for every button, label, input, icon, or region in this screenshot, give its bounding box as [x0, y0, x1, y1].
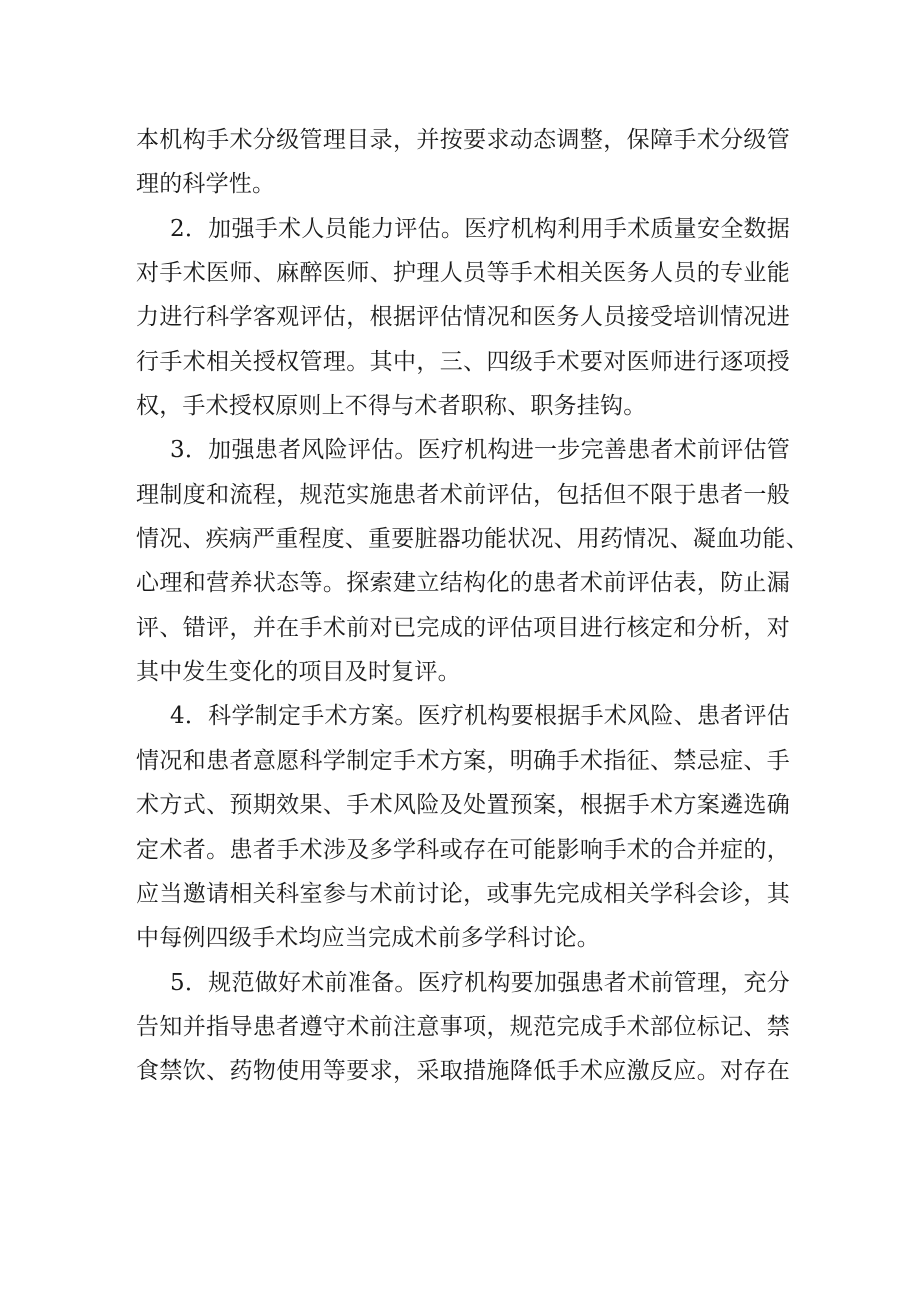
text-line: 评、错评，并在手术前对已完成的评估项目进行核定和分析，对 — [136, 614, 790, 641]
text-line: 情况和患者意愿科学制定手术方案，明确手术指征、禁忌症、手 — [136, 747, 790, 774]
document-body — [136, 118, 809, 1094]
text-line: 权，手术授权原则上不得与术者职称、职务挂钩。 — [136, 393, 647, 420]
text-line: 定术者。患者手术涉及多学科或存在可能影响手术的合并症的， — [136, 836, 790, 863]
text-line: 食禁饮、药物使用等要求，采取措施降低手术应激反应。对存在 — [136, 1058, 790, 1085]
text-line: 本机构手术分级管理目录，并按要求动态调整，保障手术分级管 — [136, 127, 790, 153]
text-line: 告知并指导患者遵守术前注意事项，规范完成手术部位标记、禁 — [136, 1013, 790, 1040]
text-line: 应当邀请相关科室参与术前讨论，或事先完成相关学科会诊，其 — [136, 880, 790, 907]
text-line: 2．加强手术人员能力评估。医疗机构利用手术质量安全数据 — [170, 215, 790, 242]
text-line: 中每例四级手术均应当完成术前多学科讨论。 — [136, 925, 600, 952]
text-line: 理的科学性。 — [136, 171, 276, 198]
text-line: 术方式、预期效果、手术风险及处置预案，根据手术方案遴选确 — [136, 792, 790, 819]
text-line: 对手术医师、麻醉医师、护理人员等手术相关医务人员的专业能 — [136, 260, 790, 287]
text-line: 情况、疾病严重程度、重要脏器功能状况、用药情况、凝血功能、 — [136, 526, 809, 553]
text-line: 心理和营养状态等。探索建立结构化的患者术前评估表，防止漏 — [136, 570, 790, 597]
text-line: 理制度和流程，规范实施患者术前评估，包括但不限于患者一般 — [136, 481, 790, 508]
text-line: 4．科学制定手术方案。医疗机构要根据手术风险、患者评估 — [170, 703, 790, 730]
text-line: 5．规范做好术前准备。医疗机构要加强患者术前管理，充分 — [170, 969, 790, 996]
text-line: 行手术相关授权管理。其中，三、四级手术要对医师进行逐项授 — [136, 348, 790, 375]
text-line: 力进行科学客观评估，根据评估情况和医务人员接受培训情况进 — [136, 304, 790, 331]
text-line: 3．加强患者风险评估。医疗机构进一步完善患者术前评估管 — [170, 437, 790, 464]
text-line: 其中发生变化的项目及时复评。 — [136, 659, 461, 686]
